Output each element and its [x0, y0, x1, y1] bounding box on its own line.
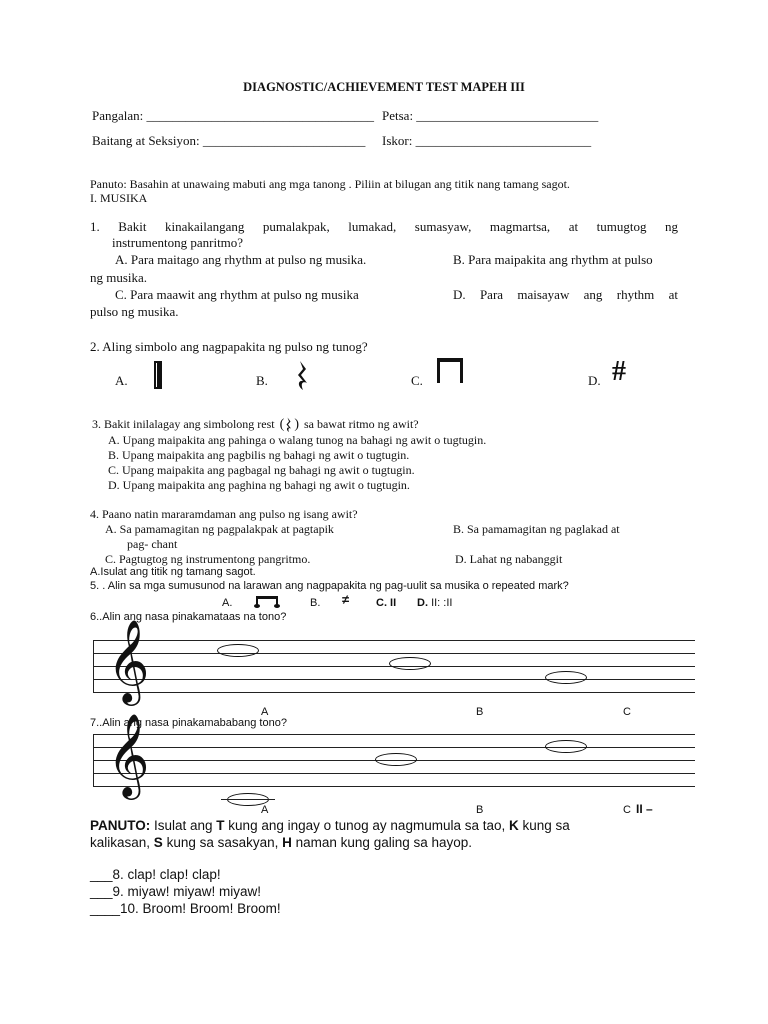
panuto-text-5: kung sa sasakyan, [162, 835, 283, 850]
panuto-line-1 [90, 818, 570, 833]
panuto-text-6: naman kung galing sa hayop. [291, 835, 473, 850]
beamed-notes-icon [435, 356, 465, 384]
q3-stem-post: sa bawat ritmo ng awit? [303, 417, 419, 431]
letter-s: S [153, 835, 163, 850]
q4-option-c: C. Pagtugtog ng instrumentong pangritmo. [105, 552, 311, 566]
repeat-sign-icon: II: :II [431, 597, 453, 609]
q7-label-a: A [261, 804, 269, 816]
q4-stem: 4. Paano natin mararamdaman ang pulso ng isang awit? [90, 507, 358, 521]
q1-option-c: C. Para maawit ang rhythm at pulso ng musika [115, 287, 359, 302]
q3-stem [92, 417, 419, 433]
petsa-field: Petsa: ____________________________ [382, 108, 599, 123]
q5-option-a: A. [222, 597, 233, 609]
panuto-text-3: kung sa [518, 818, 570, 833]
q3-option-d: D. Upang maipakita ang paghina ng bahagi ng awit o tugtugin. [108, 478, 410, 492]
q2-option-b: B. [256, 373, 268, 388]
q6-label-a: A [261, 706, 269, 718]
note-b [389, 657, 431, 670]
q2-stem: 2. Aling simbolo ang nagpapakita ng pulso ng tunog? [90, 339, 368, 354]
section-heading: I. MUSIKA [90, 191, 148, 205]
bar-line-icon [154, 361, 162, 389]
q7-tail-mark: II – [636, 802, 653, 816]
panuto-text-1: Isulat ang [150, 818, 217, 833]
q5-option-d [417, 597, 452, 609]
double-sharp-icon: ≠ [342, 592, 350, 607]
q2-option-d: D. [588, 373, 601, 388]
panuto-text-4: kalikasan, [90, 835, 154, 850]
instructions: Panuto: Basahin at unawaing mabuti ang mga tanong . Piliin at bilugan ang titik nang tamang sagot. [90, 177, 570, 191]
pangalan-field: Pangalan: ___________________________________ [92, 108, 375, 123]
q6-staff [93, 618, 695, 702]
letter-t: T [216, 818, 225, 833]
q3-stem-pre: 3. Bakit inilalagay ang simbolong rest [92, 417, 275, 431]
dotted-rhythm-icon [253, 593, 283, 609]
q1-option-b-cont: ng musika. [90, 270, 148, 285]
sharp-icon: # [612, 356, 626, 387]
panuto-text-2: kung ang ingay o tunog ay nagmumula sa tao, [224, 818, 509, 833]
q1-stem: 1. Bakit kinakailangang pumalakpak, lumakad, sumasyaw, magmartsa, at tumugtog ng [90, 219, 678, 234]
q6-label-c: C [623, 706, 631, 718]
part2-instruction: A.Isulat ang titik ng tamang sagot. [90, 566, 256, 578]
q5-option-c: C. II [376, 597, 397, 609]
note-a [217, 644, 259, 657]
note-c [545, 671, 587, 684]
baitang-field: Baitang at Seksiyon: _________________________ [92, 133, 366, 148]
q5-option-d-label: D. [417, 597, 428, 609]
q4-option-a: A. Sa pamamagitan ng pagpalakpak at pagtapik [105, 522, 334, 536]
letter-h: H [282, 835, 292, 850]
iskor-field: Iskor: ___________________________ [382, 133, 592, 148]
test-title: DIAGNOSTIC/ACHIEVEMENT TEST MAPEH III [243, 80, 525, 94]
item-8: ___8. clap! clap! clap! [90, 867, 221, 882]
q4-option-d: D. Lahat ng nabanggit [455, 552, 563, 566]
rest-symbol-inline: ( ) [279, 417, 299, 433]
q3-option-b: B. Upang maipakita ang pagbilis ng bahagi ng awit o tugtugin. [108, 448, 410, 462]
item-10: ____10. Broom! Broom! Broom! [90, 901, 281, 916]
q7-label-c: C [623, 804, 631, 816]
q4-option-a-cont: pag- chant [127, 537, 178, 551]
q7-stem: 7..Alin ang nasa pinakamababang tono? [90, 717, 287, 729]
panuto-label: PANUTO: [90, 818, 151, 833]
q1-stem-cont: instrumentong panritmo? [112, 235, 244, 250]
q4-option-b: B. Sa pamamagitan ng paglakad at [453, 522, 620, 536]
q1-option-a: A. Para maitago ang rhythm at pulso ng musika. [115, 252, 367, 267]
letter-k: K [509, 818, 519, 833]
q3-option-c: C. Upang maipakita ang pagbagal ng bahagi ng awit o tugtugin. [108, 463, 415, 477]
q7-label-b: B [476, 804, 484, 816]
q3-option-a: A. Upang maipakita ang pahinga o walang tunog na bahagi ng awit o tugtugin. [108, 433, 487, 447]
treble-clef-icon: 𝄞 [107, 712, 150, 796]
item-9: ___9. miyaw! miyaw! miyaw! [90, 884, 262, 899]
q1-option-b: B. Para maipakita ang rhythm at pulso [453, 252, 653, 267]
quarter-rest-icon [294, 360, 312, 392]
note-b [375, 753, 417, 766]
ledger-line [221, 799, 275, 800]
q6-label-b: B [476, 706, 484, 718]
q1-option-d: D. Para maisayaw ang rhythm at [453, 287, 678, 302]
q2-option-a: A. [115, 373, 128, 388]
q5-stem: 5. . Alin sa mga sumusunod na larawan ang nagpapakita ng pag-uulit sa musika o repeated mark? [90, 580, 569, 592]
note-c [545, 740, 587, 753]
q1-option-d-cont: pulso ng musika. [90, 304, 179, 319]
q2-option-c: C. [411, 373, 423, 388]
panuto-line-2 [90, 835, 472, 850]
q5-option-b: B. [310, 597, 321, 609]
q6-stem: 6..Alin ang nasa pinakamataas na tono? [90, 611, 287, 623]
treble-clef-icon: 𝄞 [107, 618, 150, 702]
